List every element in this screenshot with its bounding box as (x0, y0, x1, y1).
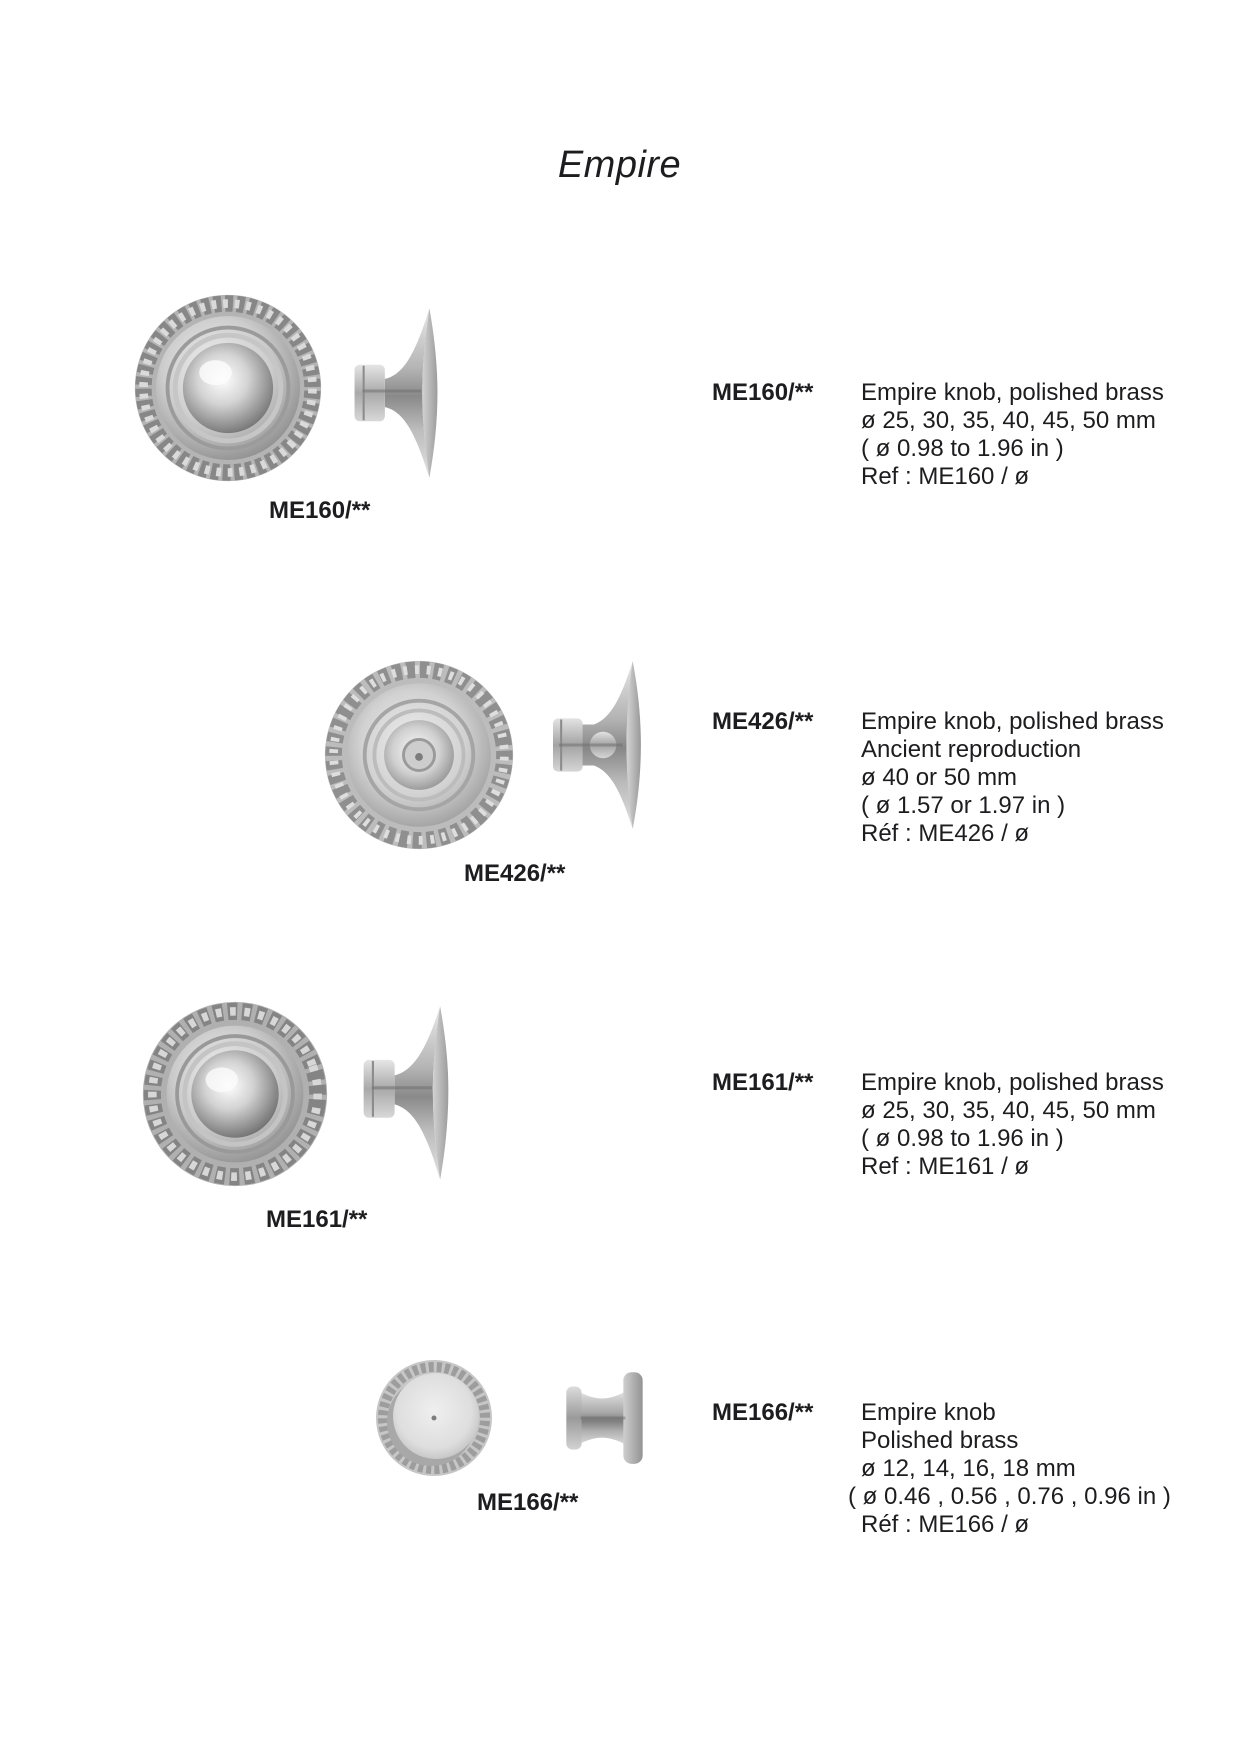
knob-front-image (132, 290, 324, 486)
knob-side-image (350, 302, 442, 484)
product-description-line: Réf : ME426 / ø (861, 820, 1030, 847)
page-title: Empire (557, 144, 682, 186)
product-description-line: Ancient reproduction (861, 736, 1082, 763)
product-description-line: Empire knob, polished brass (861, 708, 1164, 735)
product-description-line: ( ø 0.98 to 1.96 in ) (861, 1125, 1064, 1152)
product-image-label: ME166/** (477, 1489, 579, 1516)
knob-side-image (564, 1360, 646, 1474)
product-description-line: Réf : ME166 / ø (861, 1511, 1030, 1538)
product-image-label: ME426/** (464, 860, 566, 887)
product-description-line: ø 25, 30, 35, 40, 45, 50 mm (861, 1097, 1156, 1124)
product-description-line: Empire knob, polished brass (861, 1069, 1164, 1096)
product-code: ME160/** (712, 379, 814, 406)
knob-front-image (374, 1358, 494, 1478)
product-description-line: Empire knob (861, 1399, 996, 1426)
product-description (861, 708, 1164, 848)
knob-front-image (140, 995, 330, 1193)
product-description-line: ø 40 or 50 mm (861, 764, 1018, 791)
product-description-line: Ref : ME160 / ø (861, 463, 1030, 490)
product-code: ME426/** (712, 708, 814, 735)
product-image-label: ME161/** (266, 1206, 368, 1233)
knob-side-image (358, 1000, 454, 1186)
product-description-line: ø 25, 30, 35, 40, 45, 50 mm (861, 407, 1156, 434)
product-description (861, 379, 1164, 491)
product-description-line: Polished brass (861, 1427, 1019, 1454)
product-description-line: Empire knob, polished brass (861, 379, 1164, 406)
product-description (861, 1069, 1164, 1181)
product-description-line: ø 12, 14, 16, 18 mm (861, 1455, 1076, 1482)
product-description-line: ( ø 0.46 , 0.56 , 0.76 , 0.96 in ) (848, 1483, 1171, 1510)
product-description (848, 1399, 1171, 1539)
product-code: ME166/** (712, 1399, 814, 1426)
product-description-line: ( ø 0.98 to 1.96 in ) (861, 435, 1064, 462)
knob-side-image (548, 653, 652, 837)
product-description-line: ( ø 1.57 or 1.97 in ) (861, 792, 1066, 819)
product-description-line: Ref : ME161 / ø (861, 1153, 1030, 1180)
product-code: ME161/** (712, 1069, 814, 1096)
knob-front-image (322, 657, 516, 853)
product-image-label: ME160/** (269, 497, 371, 524)
